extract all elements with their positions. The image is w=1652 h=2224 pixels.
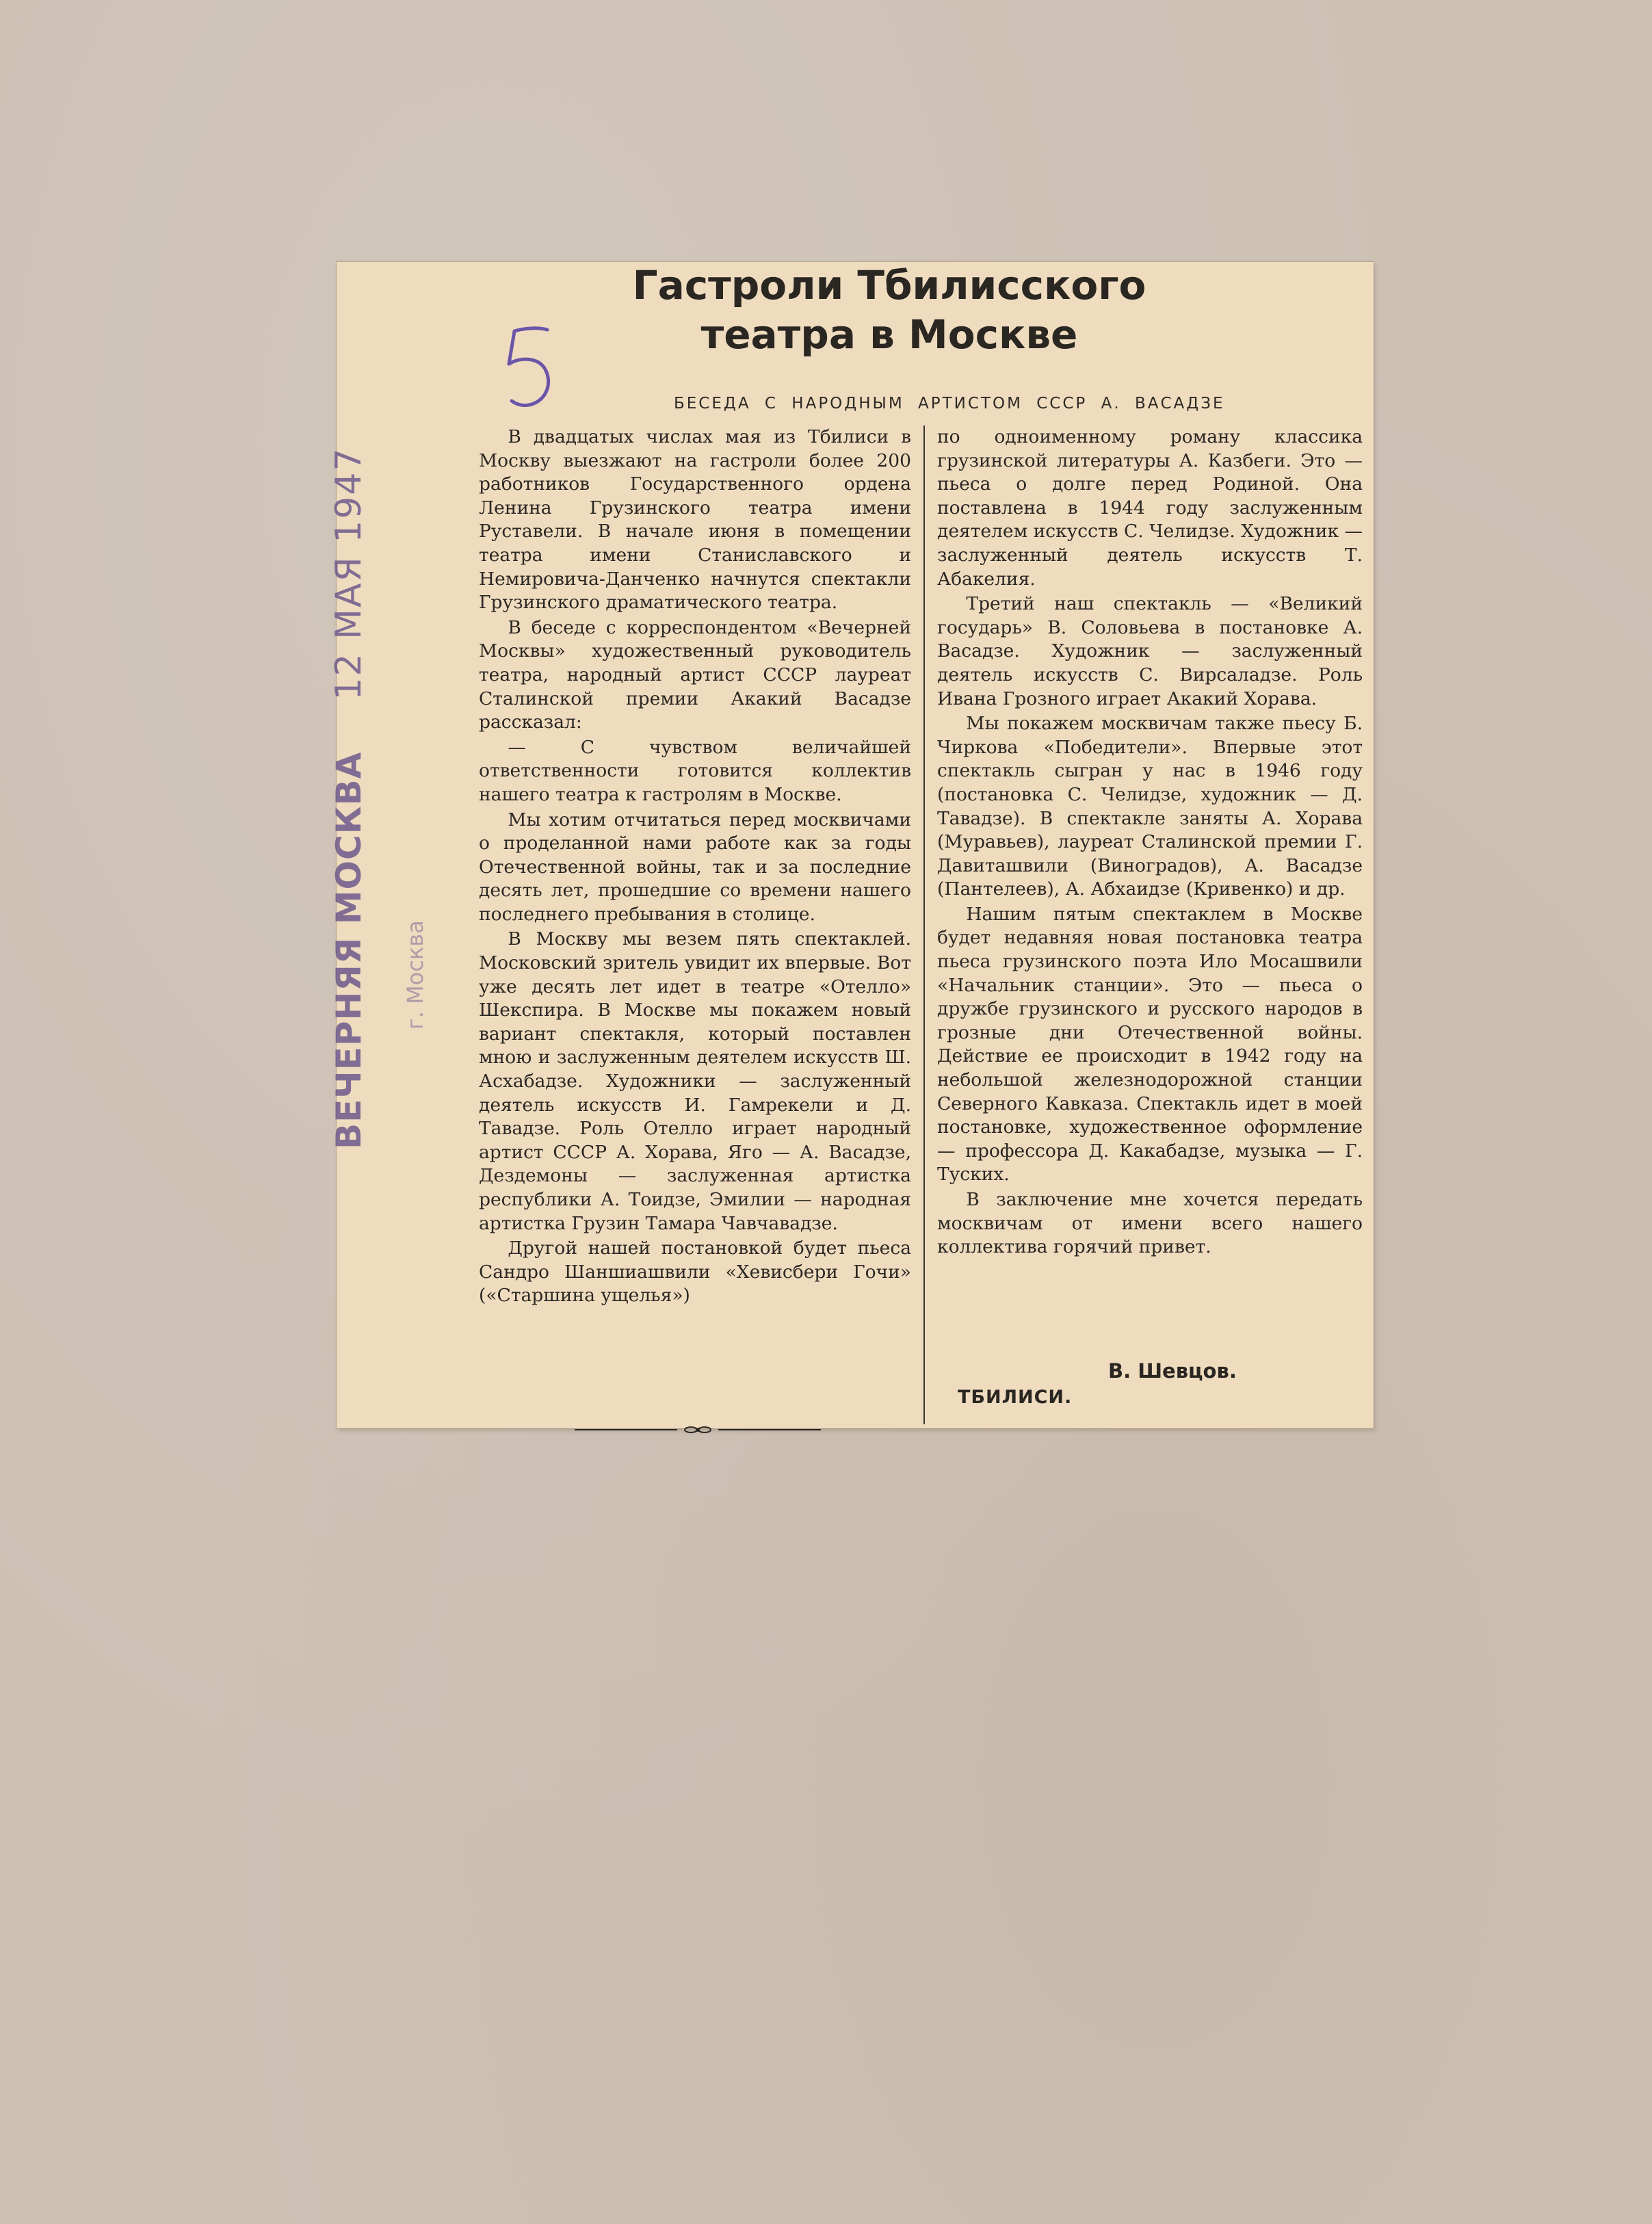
article-column-left bbox=[479, 426, 911, 1308]
paragraph: Другой нашей постановкой будет пьеса Сандро Шаншиашвили «Хевисбери Гочи» («Старшина ущелья») bbox=[479, 1238, 911, 1307]
paragraph: Мы хотим отчитаться перед москвичами о проделанной нами работе как за годы Отечественной войны, так и за последние десять лет, прошедшие со времени нашего последнего пребывания в столице. bbox=[479, 809, 911, 925]
paragraph: В Москву мы везем пять спектаклей. Московский зритель увидит их впервые. Вот уже десять лет идет в театре «Отелло» Шекспира. В Москве мы покажем новый вариант спектакля, который поставлен мною и заслуженным деятелем искусств Ш. Асхабадзе. Художники — заслуженный деятель искусств И. Гамрекели и Д. Тавадзе. Роль Отелло играет народный артист СССР А. Хорава, Яго — А. Васадзе, Дездемоны — заслуженная артистка республики А. Тоидзе, Эмилии — народная артистка Грузин Тамара Чавчавадзе. bbox=[479, 928, 911, 1234]
dateline: ТБИЛИСИ. bbox=[958, 1387, 1073, 1408]
paragraph: В заключение мне хочется передать москвичам от имени всего нашего коллектива горячий привет. bbox=[937, 1189, 1363, 1258]
paragraph: В беседе с корреспондентом «Вечерней Москвы» художественный руководитель театра, народный артист СССР лауреат Сталинской премии Акакий Васадзе рассказал: bbox=[479, 616, 911, 733]
paragraph: В двадцатых числах мая из Тбилиси в Москву выезжают на гастроли более 200 работников Государственного ордена Ленина Грузинского театра имени Руставели. В начале июня в помещении театра имени Станиславского и Немировича-Данченко начнутся спектакли Грузинского драматического театра. bbox=[479, 426, 911, 614]
paragraph: по одноименному роману классика грузинской литературы А. Казбеги. Это — пьеса о долге перед Родиной. Она поставлена в 1944 году заслуженным деятелем искусств С. Челидзе. Художник — заслуженный деятель искусств Т. Абакелия. bbox=[937, 426, 1363, 590]
column-divider bbox=[923, 426, 925, 1424]
article-column-right bbox=[937, 426, 1363, 1259]
stamp-date: 12 МАЯ 1947 bbox=[328, 447, 369, 701]
author-signature: В. Шевцов. bbox=[1108, 1359, 1237, 1383]
ornament-rule bbox=[575, 1425, 821, 1435]
paragraph: — С чувством величайшей ответственности готовится коллектив нашего театра к гастролям в Москве. bbox=[479, 736, 911, 805]
handwritten-number bbox=[499, 322, 561, 417]
newspaper-date-stamp bbox=[328, 447, 369, 1149]
paragraph: Третий наш спектакль — «Великий государь» В. Соловьева в постановке А. Васадзе. Художник — заслуженный деятель искусств С. Вирсаладзе. Роль Ивана Грозного играет Акакий Хорава. bbox=[937, 593, 1363, 709]
paragraph: Нашим пятым спектаклем в Москве будет недавняя новая постановка театра пьеса грузинского поэта Ило Мосашвили «Начальник станции». Это — пьеса о дружбе грузинского и русского народов в грозные дни Отечественной войны. Действие ее происходит в 1942 году на небольшой железнодорожной станции Северного Кавказа. Спектакль идет в моей постановке, художественное оформление — профессора Д. Какабадзе, музыка — Г. Туских. bbox=[937, 903, 1363, 1186]
subheading: БЕСЕДА С НАРОДНЫМ АРТИСТОМ СССР А. ВАСАДЗЕ bbox=[674, 395, 1225, 413]
paragraph: Мы покажем москвичам также пьесу Б. Чиркова «Победители». Впервые этот спектакль сыгран у нас в 1946 году (постановка С. Челидзе, художник — Д. Тавадзе). В спектакле заняты А. Хорава (Муравьев), лауреат Сталинской премии Г. Давиташвили (Виноградов), А. Васадзе (Пантелеев), А. Абхаидзе (Кривенко) и др. bbox=[937, 713, 1363, 900]
stamp-city: г. Москва bbox=[402, 920, 428, 1030]
stamp-newspaper-name: ВЕЧЕРНЯЯ МОСКВА bbox=[329, 751, 369, 1149]
headline-line-1: Гастроли Тбилисского bbox=[632, 262, 1146, 309]
headline-line-2: театра в Москве bbox=[700, 311, 1078, 358]
